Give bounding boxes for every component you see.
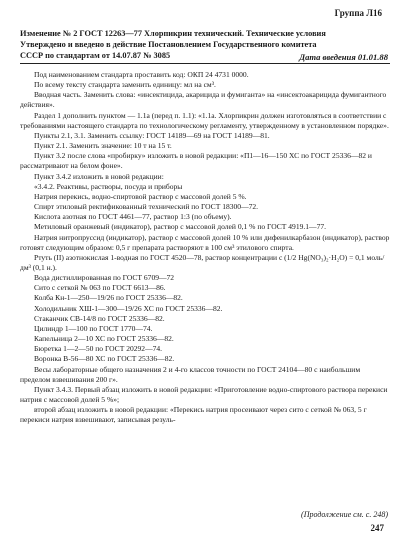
body-paragraph: Стаканчик СВ-14/8 по ГОСТ 25336—82.	[34, 313, 165, 323]
header-divider	[20, 63, 390, 64]
effective-date: Дата введения 01.01.88	[299, 52, 388, 62]
body-paragraph: второй абзац изложить в новой редакции: «Перекись натрия просеивают через сито с сеткой № 063, 5 г перекиси натрия взвешивают, записывая резуль-	[20, 405, 367, 425]
body-paragraph: По всему тексту стандарта заменить единицу: мл на см³.	[34, 80, 216, 90]
body-paragraph: Пункт 3.4.2 изложить в новой редакции:	[34, 171, 164, 181]
body-paragraph: Натрия перекись, водно-спиртовой раствор с массовой долей 5 %.	[34, 191, 247, 201]
body-paragraph: Пункт 2.1. Заменить значение: 10 т на 15 т.	[34, 141, 172, 151]
title-line: Изменение № 2 ГОСТ 12263—77 Хлорпикрин технический. Технические условия	[20, 29, 326, 38]
body-paragraph: Метиловый оранжевый (индикатор), раствор с массовой долей 0,1 % по ГОСТ 4919.1—77.	[34, 222, 327, 232]
body-paragraph: Раздел 1 дополнить пунктом — 1.1а (перед п. 1.1): «1.1а. Хлорпикрин должен изготовляться в соответствии с требованиями настоящего стандарта по технологическому регламенту, утвержденному в установленном порядке».	[20, 110, 389, 130]
body-paragraph: Колба Кн-1—250—19/26 по ГОСТ 25336—82.	[34, 293, 183, 303]
body-paragraph: Вводная часть. Заменить слова: «инсектицида, акарицида и фумиганта» на «инсектоакарицида фумигантного действия».	[20, 90, 387, 110]
body-paragraph: Воронка В-56—80 ХС по ГОСТ 25336—82.	[34, 354, 175, 364]
body-paragraph: Бюретка 1—2—50 по ГОСТ 20292—74.	[34, 344, 163, 354]
body-paragraph: Вода дистиллированная по ГОСТ 6709—72	[34, 273, 175, 283]
body-paragraph: Кислота азотная по ГОСТ 4461—77, раствор 1:3 (по объему).	[34, 212, 232, 222]
continuation-note: (Продолжение см. с. 248)	[301, 510, 388, 519]
body-paragraph: Под наименованием стандарта проставить код: ОКП 24 4731 0000.	[34, 70, 249, 79]
document-body	[20, 70, 390, 425]
body-paragraph: Весы лабораторные общего назначения 2 и 4-го классов точности по ГОСТ 24104—80 с наибольшим пределом взвешивания 200 г».	[20, 364, 361, 384]
body-paragraph: «3.4.2. Реактивы, растворы, посуда и приборы	[34, 181, 183, 191]
body-paragraph: Сито с сеткой № 063 по ГОСТ 6613—86.	[34, 283, 166, 293]
group-code: Группа Л16	[334, 8, 382, 18]
body-paragraph: Пункт 3.2 после слова «пробирку» изложить в новой редакции: «П1—16—150 ХС по ГОСТ 25336—82 и рассматривают на белом фоне».	[20, 151, 372, 171]
title-line: СССР по стандартам от 14.07.87 № 3085	[20, 51, 171, 60]
body-paragraph: Пункт 3.4.3. Первый абзац изложить в новой редакции: «Приготовление водно-спиртового раствора перекиси натрия с массовой долей 5 %»;	[20, 384, 388, 404]
page-number: 247	[370, 523, 384, 533]
body-paragraph: Капельница 2—10 ХС по ГОСТ 25336—82.	[34, 334, 174, 344]
body-paragraph: Цилиндр 1—100 по ГОСТ 1770—74.	[34, 323, 153, 333]
body-paragraph: Ртуть (II) азотнокислая 1-водная по ГОСТ 4520—78, раствор концентрации с (1/2 Hg(NO₃)₂·H₂O) = 0,1 моль/дм³ (0,1 н.).	[20, 252, 385, 272]
body-paragraph: Холодильник ХШ-1—300—19/26 ХС по ГОСТ 25336—82.	[34, 303, 223, 313]
body-paragraph: Натрия нитропруссид (индикатор), раствор с массовой долей 10 % или дифенилкарбазон (индикатор), раствор готовят следующим образом: 0,5 г препарата растворяют в 100 см³ этилового спирта.	[20, 232, 390, 252]
title-line: Утверждено и введено в действие Постановлением Государственного комитета	[20, 40, 317, 49]
body-paragraph: Пункты 2.1, 3.1. Заменить ссылку: ГОСТ 14189—69 на ГОСТ 14189—81.	[34, 130, 270, 140]
body-paragraph: Спирт этиловый ректификованный технический по ГОСТ 18300—72.	[34, 202, 259, 212]
